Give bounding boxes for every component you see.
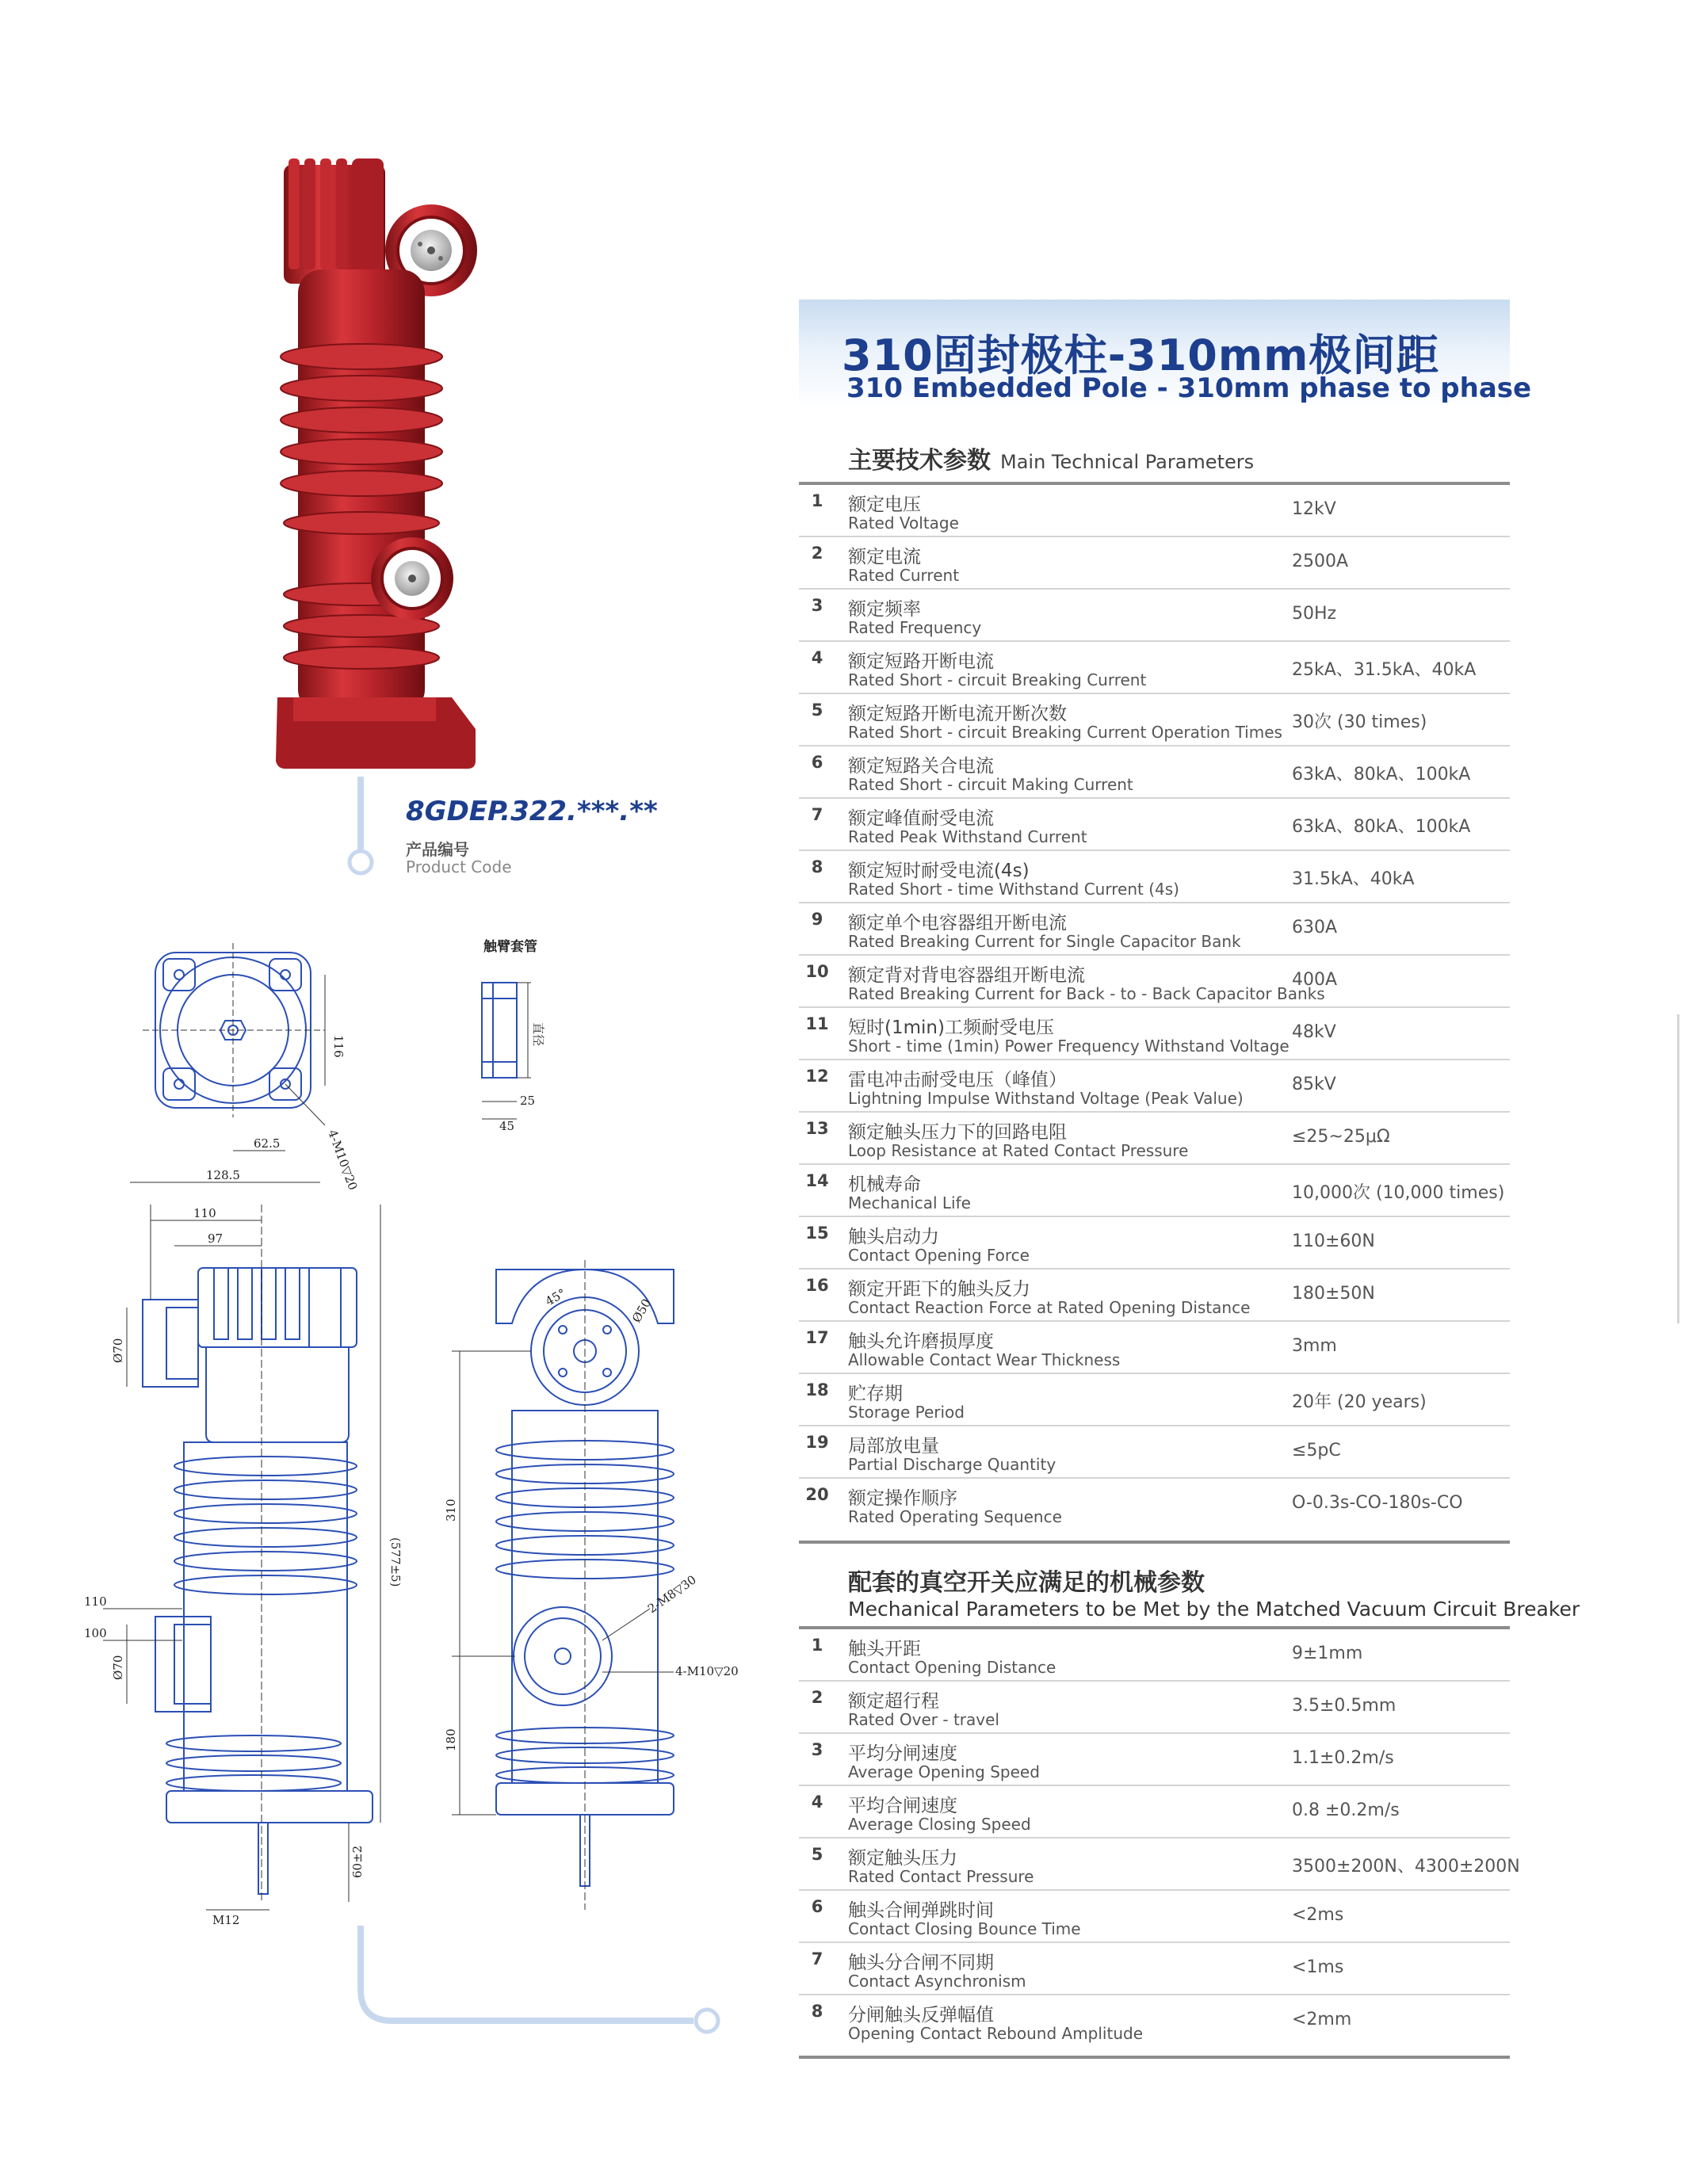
table-row bbox=[799, 485, 1510, 537]
param-number: 6 bbox=[811, 1897, 823, 1916]
table-row bbox=[799, 1217, 1510, 1270]
param-number: 8 bbox=[811, 2002, 823, 2021]
param-name-cn: 触头开距 bbox=[848, 1639, 921, 1659]
param-number: 12 bbox=[805, 1067, 829, 1086]
table-row bbox=[799, 799, 1510, 851]
dim-25: 25 bbox=[520, 1094, 536, 1108]
param-value: 3.5±0.5mm bbox=[1292, 1696, 1397, 1716]
table-row bbox=[799, 1995, 1510, 2048]
dim-110-left: 110 bbox=[84, 1594, 107, 1609]
table-row bbox=[799, 903, 1510, 956]
param-name-cn: 额定开距下的触头反力 bbox=[848, 1279, 1030, 1300]
section1-title-cn: 主要技术参数 bbox=[848, 447, 991, 475]
param-name-cn: 局部放电量 bbox=[848, 1436, 939, 1457]
param-name-cn: 触头分合闸不同期 bbox=[848, 1953, 994, 1973]
dim-310: 310 bbox=[444, 1499, 458, 1522]
dim-70-upper: Ø70 bbox=[111, 1338, 125, 1363]
param-number: 4 bbox=[811, 1793, 823, 1812]
param-name-en: Lightning Impulse Withstand Voltage (Peak Value) bbox=[848, 1089, 1244, 1108]
param-number: 3 bbox=[811, 596, 823, 615]
dim-62-5: 62.5 bbox=[254, 1136, 281, 1151]
param-name-en: Contact Closing Bounce Time bbox=[848, 1919, 1081, 1938]
param-name-en: Rated Operating Sequence bbox=[848, 1507, 1062, 1526]
param-name-cn: 触头合闸弹跳时间 bbox=[848, 1900, 994, 1921]
param-name-en: Rated Breaking Current for Back - to - Back Capacitor Banks bbox=[848, 984, 1325, 1003]
drawing-side-elevation bbox=[444, 1260, 745, 1926]
param-name-cn: 额定短时耐受电流(4s) bbox=[848, 861, 1030, 881]
table-row bbox=[799, 851, 1510, 903]
param-number: 1 bbox=[811, 1636, 823, 1655]
param-name-en: Contact Reaction Force at Rated Opening Distance bbox=[848, 1298, 1251, 1317]
param-number: 8 bbox=[811, 857, 823, 876]
dim-dia-50: Ø50 bbox=[629, 1296, 655, 1325]
decor-connector-top bbox=[341, 777, 396, 888]
section2-title-en: Mechanical Parameters to be Met by the Matched Vacuum Circuit Breaker bbox=[848, 1598, 1580, 1621]
param-value: 63kA、80kA、100kA bbox=[1292, 817, 1471, 837]
param-value: 2500A bbox=[1292, 552, 1349, 571]
param-name-cn: 额定短路关合电流 bbox=[848, 756, 994, 777]
param-number: 19 bbox=[805, 1433, 829, 1452]
dim-110-top: 110 bbox=[193, 1206, 216, 1220]
param-name-cn: 雷电冲击耐受电压（峰值） bbox=[848, 1070, 1067, 1090]
table-row bbox=[799, 1113, 1510, 1165]
param-name-cn: 额定背对背电容器组开断电流 bbox=[848, 965, 1085, 986]
param-number: 15 bbox=[805, 1224, 829, 1243]
param-number: 13 bbox=[805, 1119, 829, 1138]
table-row bbox=[799, 1838, 1520, 1891]
param-name-cn: 短时(1min)工频耐受电压 bbox=[848, 1018, 1054, 1038]
param-name-en: Loop Resistance at Rated Contact Pressure bbox=[848, 1141, 1189, 1160]
param-name-cn: 机械寿命 bbox=[848, 1174, 921, 1195]
table-row bbox=[799, 1270, 1510, 1322]
dim-180: 180 bbox=[444, 1728, 458, 1751]
dim-45: 45 bbox=[499, 1119, 515, 1133]
table-row bbox=[799, 1008, 1510, 1060]
param-name-cn: 平均合闸速度 bbox=[848, 1796, 957, 1816]
dim-m12: M12 bbox=[212, 1913, 240, 1927]
drawing-sleeve bbox=[468, 975, 579, 1133]
table-row bbox=[799, 1629, 1510, 1682]
page-edge-mark bbox=[1677, 1014, 1679, 1323]
param-name-en: Opening Contact Rebound Amplitude bbox=[848, 2024, 1144, 2043]
param-name-en: Rated Short - circuit Making Current bbox=[848, 775, 1133, 794]
drawing-top-view bbox=[135, 935, 404, 1205]
param-name-en: Rated Short - circuit Breaking Current bbox=[848, 670, 1147, 689]
table-row bbox=[799, 1374, 1510, 1426]
param-name-en: Rated Current bbox=[848, 566, 960, 585]
param-name-en: Average Closing Speed bbox=[848, 1815, 1031, 1834]
table-row bbox=[799, 694, 1510, 746]
table-row bbox=[799, 956, 1510, 1008]
dim-97: 97 bbox=[208, 1231, 224, 1246]
param-name-cn: 额定触头压力下的回路电阻 bbox=[848, 1122, 1067, 1143]
param-number: 5 bbox=[811, 701, 823, 720]
param-value: 3500±200N、4300±200N bbox=[1292, 1857, 1520, 1877]
param-name-cn: 额定频率 bbox=[848, 599, 921, 620]
param-value: 9±1mm bbox=[1292, 1644, 1363, 1663]
dim-116: 116 bbox=[331, 1035, 346, 1058]
param-number: 9 bbox=[811, 910, 823, 929]
param-number: 2 bbox=[811, 1688, 823, 1707]
param-number: 1 bbox=[811, 491, 823, 510]
table-row bbox=[799, 1479, 1510, 1531]
dim-60: 60±2 bbox=[350, 1845, 365, 1878]
table-row bbox=[799, 746, 1510, 799]
table-row bbox=[799, 1322, 1510, 1374]
param-name-en: Rated Short - time Withstand Current (4s) bbox=[848, 880, 1179, 899]
param-name-en: Rated Over - travel bbox=[848, 1710, 999, 1729]
title-chinese: 310固封极柱-310mm极间距 bbox=[842, 330, 1440, 380]
sleeve-label: 触臂套管 bbox=[483, 939, 537, 955]
param-name-en: Average Opening Speed bbox=[848, 1762, 1040, 1781]
section2-bottom-rule bbox=[799, 2056, 1510, 2059]
dim-45-degree: 45° bbox=[543, 1285, 569, 1309]
section1-header bbox=[848, 441, 1254, 475]
param-value: <2ms bbox=[1292, 1905, 1344, 1925]
param-value: <1ms bbox=[1292, 1957, 1344, 1977]
param-name-en: Storage Period bbox=[848, 1403, 965, 1422]
table-row bbox=[799, 1426, 1510, 1479]
param-name-en: Rated Peak Withstand Current bbox=[848, 827, 1087, 846]
section1-title-en: Main Technical Parameters bbox=[1000, 451, 1255, 473]
param-value: 630A bbox=[1292, 918, 1338, 937]
param-name-cn: 额定短路开断电流开断次数 bbox=[848, 704, 1067, 724]
param-name-cn: 额定峰值耐受电流 bbox=[848, 808, 994, 829]
param-value: 85kV bbox=[1292, 1075, 1336, 1094]
dim-2-m8: 2-M8▽30 bbox=[644, 1572, 699, 1617]
dim-577: (577±5) bbox=[388, 1537, 403, 1587]
param-value: 3mm bbox=[1292, 1336, 1337, 1356]
product-code: 8GDEP.322.***.** bbox=[406, 796, 658, 827]
param-name-cn: 贮存期 bbox=[848, 1384, 903, 1404]
title-banner bbox=[799, 300, 1532, 410]
table-row bbox=[799, 1060, 1510, 1113]
param-value: ≤5pC bbox=[1292, 1441, 1341, 1460]
param-number: 4 bbox=[811, 648, 823, 667]
param-name-cn: 平均分闸速度 bbox=[848, 1743, 957, 1764]
table-row bbox=[799, 1734, 1510, 1786]
param-name-cn: 额定单个电容器组开断电流 bbox=[848, 913, 1067, 934]
dim-128-5: 128.5 bbox=[206, 1168, 240, 1182]
param-value: 12kV bbox=[1292, 499, 1336, 519]
param-number: 18 bbox=[805, 1380, 829, 1399]
param-name-en: Rated Voltage bbox=[848, 514, 959, 533]
param-number: 10 bbox=[805, 962, 829, 981]
param-value: ≤25~25μΩ bbox=[1292, 1127, 1390, 1147]
param-value: 48kV bbox=[1292, 1022, 1336, 1042]
param-value: 25kA、31.5kA、40kA bbox=[1292, 660, 1477, 680]
param-value: 10,000次 (10,000 times) bbox=[1292, 1183, 1505, 1203]
drawing-front-elevation bbox=[84, 1205, 412, 1934]
mechanical-parameters-table bbox=[799, 1629, 1520, 2048]
param-value: O-0.3s-CO-180s-CO bbox=[1292, 1493, 1463, 1513]
param-number: 3 bbox=[811, 1740, 823, 1759]
param-value: 20年 (20 years) bbox=[1292, 1392, 1427, 1412]
param-number: 14 bbox=[805, 1171, 829, 1190]
param-name-cn: 额定电压 bbox=[848, 494, 921, 515]
param-name-en: Allowable Contact Wear Thickness bbox=[848, 1350, 1121, 1369]
param-name-cn: 触头允许磨损厚度 bbox=[848, 1331, 994, 1352]
param-name-cn: 额定超行程 bbox=[848, 1691, 939, 1712]
table-row bbox=[799, 1682, 1510, 1734]
param-value: 30次 (30 times) bbox=[1292, 712, 1427, 732]
param-number: 7 bbox=[811, 1949, 823, 1968]
table-row bbox=[799, 1786, 1510, 1838]
title-english: 310 Embedded Pole - 310mm phase to phase bbox=[846, 372, 1532, 404]
param-name-en: Rated Breaking Current for Single Capacitor Bank bbox=[848, 932, 1241, 951]
decor-connector-bottom bbox=[341, 1926, 737, 2052]
dim-diameter: 直径 bbox=[531, 1022, 545, 1047]
table-row bbox=[799, 1943, 1510, 1995]
param-number: 2 bbox=[811, 544, 823, 563]
param-name-en: Short - time (1min) Power Frequency Withstand Voltage bbox=[848, 1037, 1290, 1056]
param-name-en: Partial Discharge Quantity bbox=[848, 1455, 1056, 1474]
param-value: 400A bbox=[1292, 970, 1338, 990]
param-value: 1.1±0.2m/s bbox=[1292, 1748, 1394, 1768]
embedded-pole-photo bbox=[262, 151, 515, 785]
param-name-cn: 额定电流 bbox=[848, 547, 921, 567]
param-name-cn: 额定操作顺序 bbox=[848, 1488, 957, 1509]
param-name-cn: 额定短路开断电流 bbox=[848, 651, 994, 672]
param-number: 11 bbox=[805, 1014, 829, 1033]
param-name-cn: 触头启动力 bbox=[848, 1227, 939, 1247]
param-number: 6 bbox=[811, 753, 823, 772]
param-name-cn: 分闸触头反弹幅值 bbox=[848, 2005, 994, 2026]
dim-70-lower: Ø70 bbox=[111, 1655, 125, 1680]
param-name-en: Rated Short - circuit Breaking Current Operation Times bbox=[848, 723, 1282, 742]
dim-4-m10: 4-M10▽20 bbox=[325, 1128, 361, 1193]
dim-4-m10-side: 4-M10▽20 bbox=[675, 1664, 739, 1678]
param-value: 31.5kA、40kA bbox=[1292, 869, 1415, 889]
section1-bottom-rule bbox=[799, 1541, 1510, 1544]
param-value: 110±60N bbox=[1292, 1231, 1375, 1251]
table-row bbox=[799, 537, 1510, 590]
section2-title-cn: 配套的真空开关应满足的机械参数 bbox=[848, 1569, 1205, 1597]
param-value: 50Hz bbox=[1292, 604, 1337, 624]
param-number: 20 bbox=[805, 1485, 829, 1504]
param-name-en: Mechanical Life bbox=[848, 1193, 971, 1212]
param-name-en: Contact Opening Distance bbox=[848, 1658, 1056, 1677]
param-name-cn: 额定触头压力 bbox=[848, 1848, 957, 1869]
param-number: 7 bbox=[811, 805, 823, 824]
param-name-en: Rated Frequency bbox=[848, 618, 982, 637]
param-value: 63kA、80kA、100kA bbox=[1292, 765, 1471, 785]
param-number: 5 bbox=[811, 1845, 823, 1864]
param-number: 16 bbox=[805, 1276, 829, 1295]
dim-100: 100 bbox=[84, 1626, 107, 1640]
table-row bbox=[799, 1891, 1510, 1943]
param-number: 17 bbox=[805, 1328, 829, 1347]
param-name-en: Rated Contact Pressure bbox=[848, 1867, 1034, 1886]
param-name-en: Contact Asynchronism bbox=[848, 1972, 1026, 1991]
product-code-label-en: Product Code bbox=[406, 857, 512, 876]
param-value: 180±50N bbox=[1292, 1284, 1375, 1304]
param-name-en: Contact Opening Force bbox=[848, 1246, 1030, 1265]
product-code-label-cn: 产品编号 bbox=[406, 840, 469, 859]
param-value: 0.8 ±0.2m/s bbox=[1292, 1800, 1400, 1820]
table-row bbox=[799, 590, 1510, 642]
param-value: <2mm bbox=[1292, 2010, 1352, 2029]
table-row bbox=[799, 1165, 1510, 1217]
table-row bbox=[799, 642, 1510, 694]
main-parameters-table bbox=[799, 485, 1510, 1531]
